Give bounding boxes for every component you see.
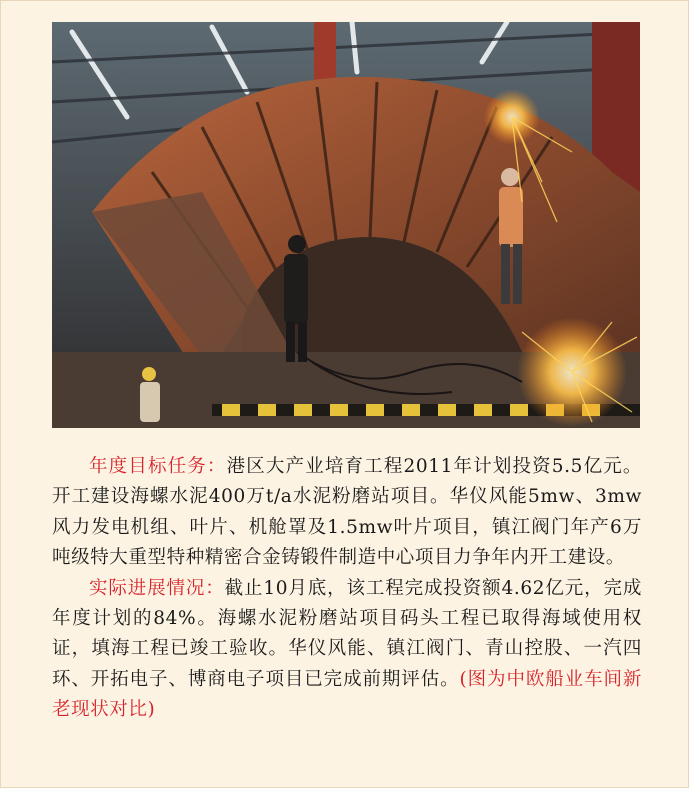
annual-goal-body: 港区大产业培育工程2011年计划投资5.5亿元。开工建设海螺水泥400万t/a水泥粉磨站项目。华仪风能5mw、3mw风力发电机组、叶片、机舱罩及1.5mw叶片项目，镇江阀门年产6万吨级特大重型特种精密合金铸锻件制造中心项目力争年内开工建设。 bbox=[52, 456, 642, 569]
annual-goal-heading: 年度目标任务： bbox=[89, 456, 227, 477]
photo-caption: (图为中欧船业车间新老现状对比) bbox=[52, 668, 643, 721]
paragraph-annual-goal bbox=[52, 452, 642, 574]
actual-progress-heading: 实际进展情况： bbox=[89, 577, 225, 599]
actual-progress-body: 截止10月底，该工程完成投资额4.62亿元，完成年度计划的84%。海螺水泥粉磨站项目码头工程已取得海域使用权证，填海工程已竣工验收。华仪风能、镇江阀门、青山控股、一汽四环、开拓电子、博商电子项目已完成前期评估。 bbox=[52, 577, 643, 690]
welding-workshop-photo bbox=[52, 22, 640, 428]
article-text bbox=[52, 452, 642, 726]
paragraph-actual-progress bbox=[52, 574, 642, 726]
